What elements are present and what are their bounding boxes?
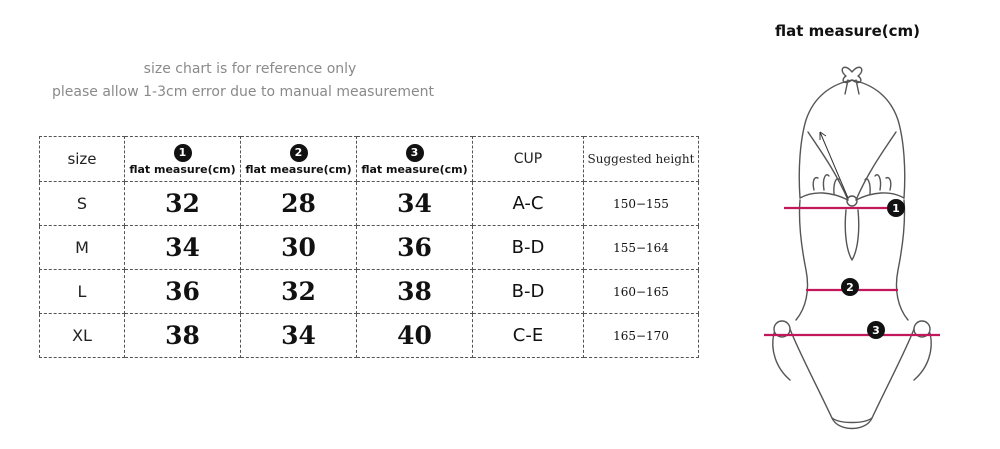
header-measure-3: [357, 137, 473, 182]
cup-cell: C-E: [473, 314, 584, 358]
measure-2-cell: 32: [241, 270, 357, 314]
marker-1-badge: 1: [174, 144, 192, 162]
marker-2-badge: 2: [290, 144, 308, 162]
table-row: [40, 314, 699, 358]
swimsuit-diagram: [740, 50, 970, 445]
measure-3-cell: 36: [357, 226, 473, 270]
height-cell: 160−165: [584, 270, 699, 314]
header-measure-1: [125, 137, 241, 182]
size-cell: S: [40, 182, 125, 226]
header-measure-1-label: flat measure(cm): [129, 162, 236, 176]
cup-cell: B-D: [473, 270, 584, 314]
marker-3-badge: 3: [406, 144, 424, 162]
measure-2-cell: 34: [241, 314, 357, 358]
size-cell: XL: [40, 314, 125, 358]
table-header-row: [40, 137, 699, 182]
height-cell: 165−170: [584, 314, 699, 358]
marker-3-icon: [867, 321, 885, 339]
header-cup: CUP: [473, 137, 584, 182]
table-row: [40, 182, 699, 226]
marker-1-label: 1: [892, 202, 900, 215]
height-cell: 150−155: [584, 182, 699, 226]
measure-2-cell: 28: [241, 182, 357, 226]
cup-cell: A-C: [473, 182, 584, 226]
measure-3-cell: 40: [357, 314, 473, 358]
header-size: size: [40, 137, 125, 182]
size-chart-table: [39, 136, 699, 358]
diagram-title: flat measure(cm): [775, 22, 920, 40]
swimsuit-outline: [773, 67, 931, 428]
header-suggested-height: Suggested height: [584, 137, 699, 182]
table-row: [40, 270, 699, 314]
measure-1-cell: 32: [125, 182, 241, 226]
reference-note: size chart is for reference only: [143, 61, 357, 77]
measure-3-cell: 34: [357, 182, 473, 226]
marker-3-label: 3: [872, 324, 880, 337]
cup-cell: B-D: [473, 226, 584, 270]
table-row: [40, 226, 699, 270]
height-cell: 155−164: [584, 226, 699, 270]
measure-1-cell: 36: [125, 270, 241, 314]
marker-2-icon: [841, 278, 859, 296]
measure-lines: [764, 208, 940, 335]
measure-3-cell: 38: [357, 270, 473, 314]
size-cell: M: [40, 226, 125, 270]
measure-1-cell: 38: [125, 314, 241, 358]
measure-2-cell: 30: [241, 226, 357, 270]
header-measure-3-label: flat measure(cm): [361, 162, 468, 176]
measure-1-cell: 34: [125, 226, 241, 270]
marker-2-label: 2: [846, 281, 854, 294]
header-measure-2-label: flat measure(cm): [245, 162, 352, 176]
reference-notes: [40, 58, 460, 104]
error-note: please allow 1-3cm error due to manual measurement: [52, 84, 435, 100]
marker-1-icon: [887, 199, 905, 217]
header-measure-2: [241, 137, 357, 182]
size-cell: L: [40, 270, 125, 314]
